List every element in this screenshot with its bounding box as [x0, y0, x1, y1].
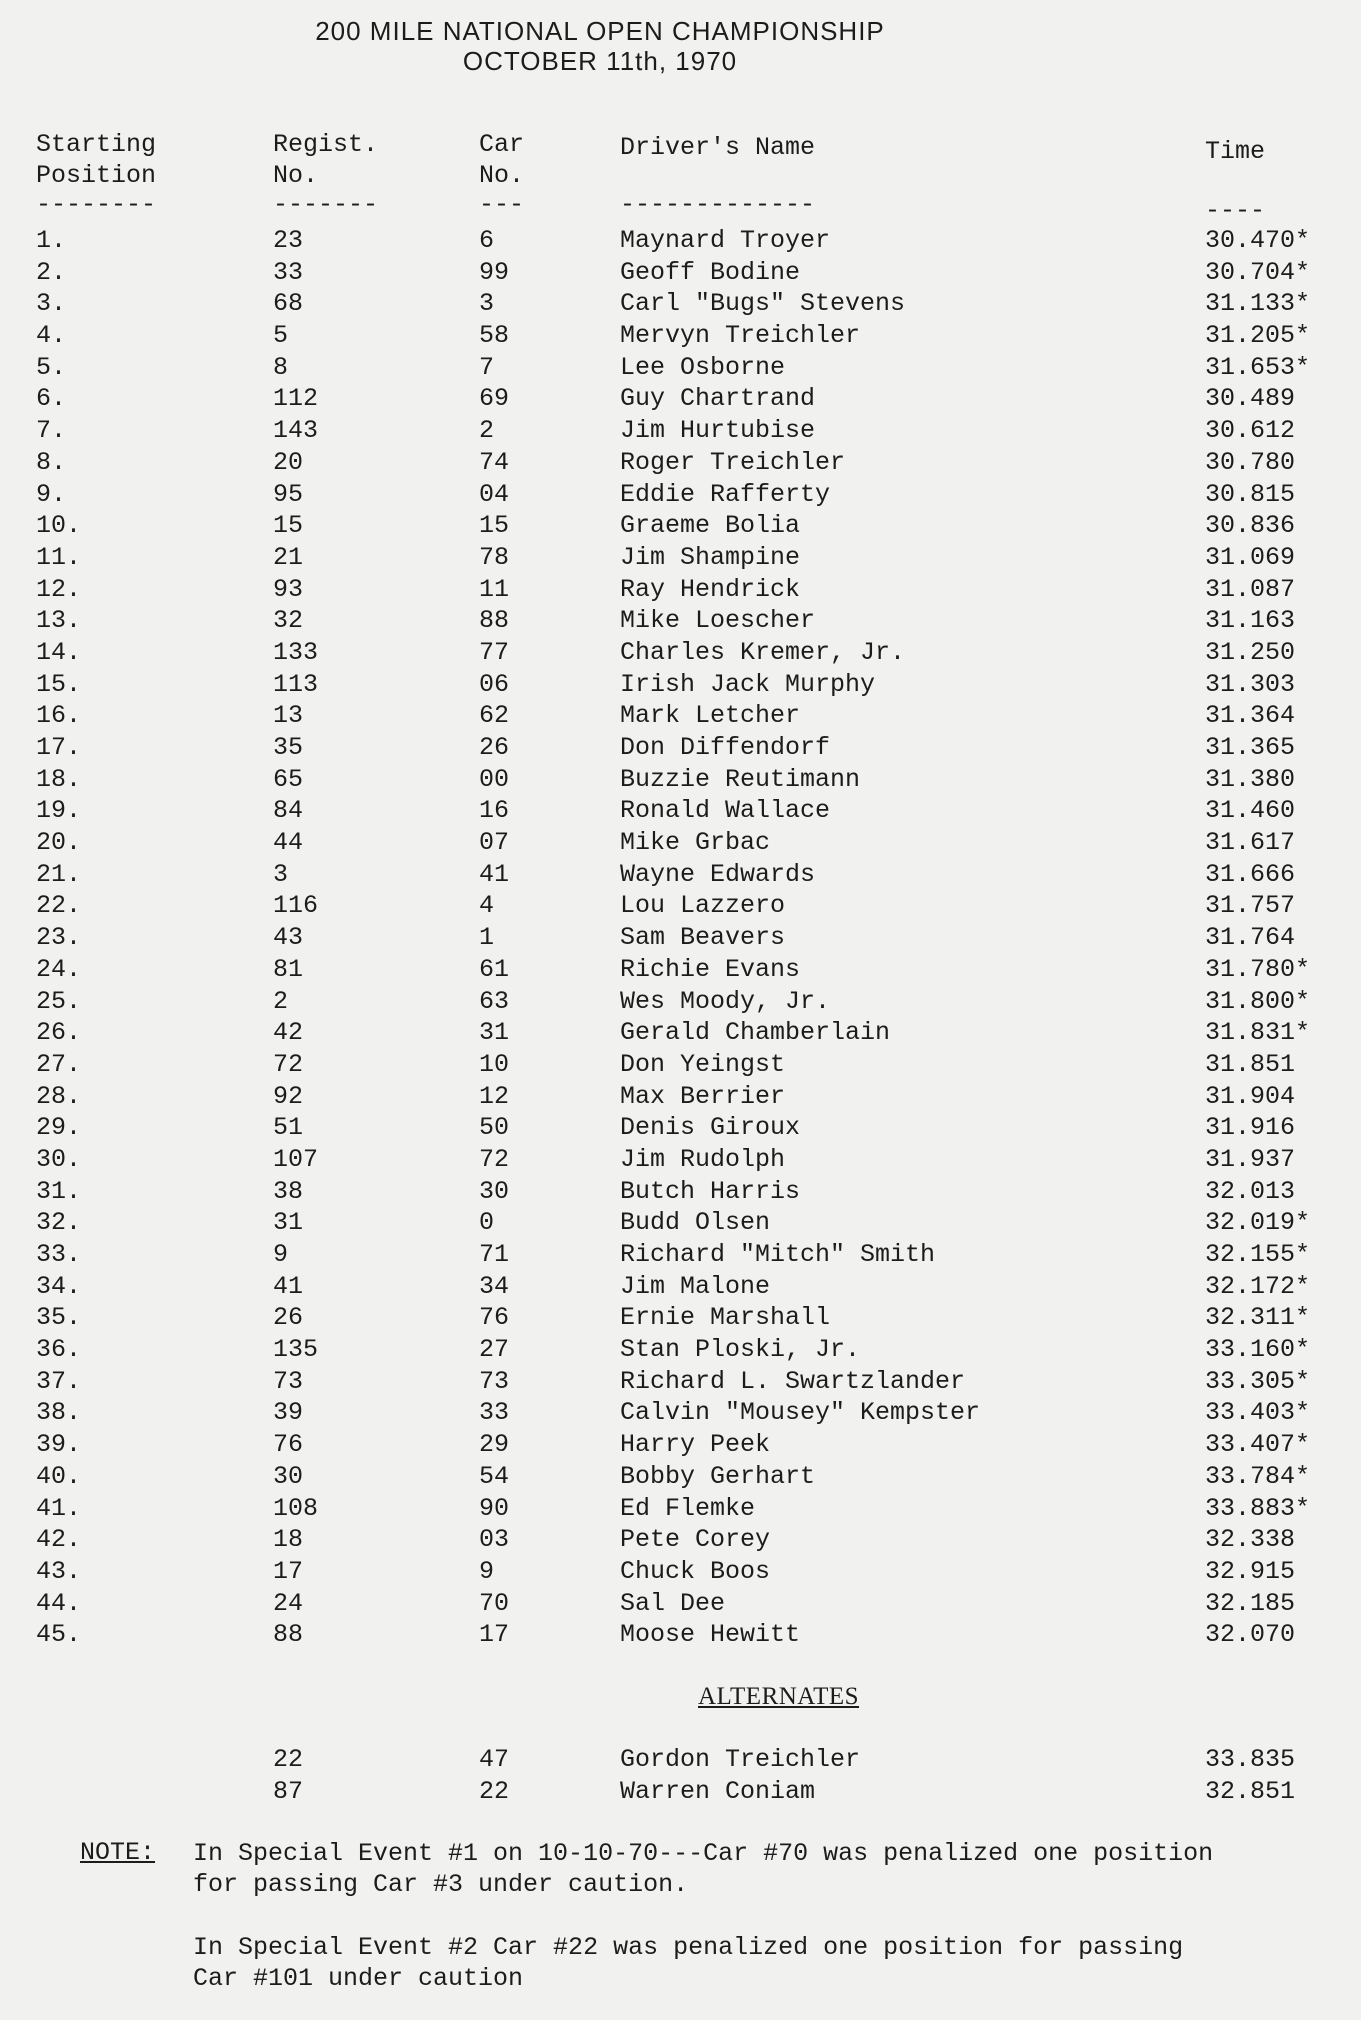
table-row [0, 416, 1361, 448]
regist-no-cell: 39 [273, 1398, 304, 1428]
driver-name-cell: Denis Giroux [620, 1113, 801, 1143]
time-cell: 32.013 [1205, 1176, 1296, 1206]
regist-no-cell: 116 [273, 891, 319, 921]
table-row [0, 1777, 1361, 1809]
driver-name-cell: Carl "Bugs" Stevens [620, 289, 906, 319]
driver-name-cell: Maynard Troyer [620, 226, 831, 255]
regist-no-cell: 13 [273, 701, 304, 731]
regist-no-cell: 51 [273, 1113, 304, 1143]
alternates-table [0, 1745, 1361, 1808]
starting-position-cell: 42. [36, 1525, 82, 1555]
table-row [0, 1557, 1361, 1589]
table-row [0, 765, 1361, 797]
driver-name-cell: Sal Dee [620, 1588, 726, 1618]
driver-name-cell: Warren Coniam [620, 1776, 816, 1806]
car-no-cell: 41 [479, 859, 510, 889]
table-row [0, 511, 1361, 543]
starting-position-cell: 16. [36, 701, 82, 731]
table-row [0, 1208, 1361, 1240]
car-no-cell: 7 [479, 352, 495, 382]
table-row [0, 1272, 1361, 1304]
regist-no-cell: 107 [273, 1144, 319, 1174]
starting-position-cell: 2. [36, 257, 67, 287]
table-row [0, 226, 1361, 258]
table-row [0, 384, 1361, 416]
driver-name-cell: Mike Loescher [620, 606, 816, 636]
driver-name-cell: Don Diffendorf [620, 733, 831, 762]
table-row [0, 1082, 1361, 1114]
starting-position-cell: 19. [36, 796, 82, 826]
regist-no-cell: 22 [273, 1745, 304, 1774]
table-row [0, 955, 1361, 987]
time-cell: 31.133* [1205, 289, 1311, 319]
table-row [0, 1398, 1361, 1430]
time-cell: 30.780 [1205, 447, 1296, 477]
time-cell: 32.155* [1205, 1240, 1311, 1269]
regist-no-cell: 2 [273, 986, 289, 1016]
starting-position-cell: 9. [36, 479, 67, 509]
driver-name-cell: Richard "Mitch" Smith [620, 1240, 936, 1269]
driver-name-cell: Wayne Edwards [620, 859, 816, 889]
car-no-cell: 74 [479, 447, 510, 477]
time-cell: 32.851 [1205, 1776, 1296, 1806]
time-cell: 32.070 [1205, 1620, 1296, 1650]
starting-position-cell: 4. [36, 321, 67, 351]
starting-position-cell: 38. [36, 1398, 82, 1428]
starting-lineup-table [0, 226, 1361, 1652]
regist-no-cell: 26 [273, 1303, 304, 1333]
table-row [0, 1050, 1361, 1082]
table-row [0, 1525, 1361, 1557]
regist-no-cell: 38 [273, 1176, 304, 1206]
car-no-cell: 76 [479, 1303, 510, 1333]
regist-no-cell: 42 [273, 1018, 304, 1048]
time-cell: 31.851 [1205, 1049, 1296, 1079]
table-row [0, 258, 1361, 290]
driver-name-cell: Gerald Chamberlain [620, 1018, 891, 1048]
driver-name-cell: Butch Harris [620, 1176, 801, 1206]
table-row [0, 828, 1361, 860]
starting-position-cell: 36. [36, 1335, 82, 1365]
driver-name-cell: Chuck Boos [620, 1556, 771, 1586]
starting-position-cell: 39. [36, 1430, 82, 1460]
car-no-cell: 9 [479, 1556, 495, 1586]
time-cell: 31.460 [1205, 796, 1296, 826]
regist-no-cell: 108 [273, 1493, 319, 1523]
regist-no-cell: 68 [273, 289, 304, 319]
time-cell: 30.836 [1205, 511, 1296, 541]
time-cell: 33.835 [1205, 1745, 1296, 1774]
regist-no-cell: 95 [273, 479, 304, 509]
time-cell: 31.380 [1205, 764, 1296, 794]
car-no-cell: 47 [479, 1745, 510, 1774]
driver-name-cell: Sam Beavers [620, 923, 786, 953]
header-car-no: Car No. [479, 130, 525, 190]
time-cell: 30.704* [1205, 257, 1311, 287]
time-cell: 30.470* [1205, 226, 1311, 255]
driver-name-cell: Moose Hewitt [620, 1620, 801, 1650]
regist-no-cell: 9 [273, 1240, 289, 1269]
document-date: OCTOBER 11th, 1970 [462, 46, 738, 76]
time-cell: 33.160* [1205, 1335, 1311, 1365]
regist-no-cell: 35 [273, 733, 304, 762]
car-no-cell: 15 [479, 511, 510, 541]
starting-position-cell: 37. [36, 1366, 82, 1396]
table-row [0, 1620, 1361, 1652]
driver-name-cell: Guy Chartrand [620, 384, 816, 414]
table-row [0, 860, 1361, 892]
car-no-cell: 07 [479, 828, 510, 858]
car-no-cell: 3 [479, 289, 495, 319]
time-cell: 33.883* [1205, 1493, 1311, 1523]
driver-name-cell: Graeme Bolia [620, 511, 801, 541]
table-row [0, 1177, 1361, 1209]
table-row [0, 448, 1361, 480]
car-no-cell: 16 [479, 796, 510, 826]
regist-no-cell: 15 [273, 511, 304, 541]
time-cell: 31.303 [1205, 669, 1296, 699]
starting-position-cell: 34. [36, 1271, 82, 1301]
starting-position-cell: 11. [36, 542, 82, 572]
time-cell: 30.489 [1205, 384, 1296, 414]
starting-position-cell: 32. [36, 1208, 82, 1238]
driver-name-cell: Lou Lazzero [620, 891, 786, 921]
car-no-cell: 00 [479, 764, 510, 794]
car-no-cell: 11 [479, 574, 510, 604]
car-no-cell: 58 [479, 321, 510, 351]
regist-no-cell: 135 [273, 1335, 319, 1365]
starting-position-cell: 6. [36, 384, 67, 414]
table-row [0, 1018, 1361, 1050]
header-rule-car: --- [479, 190, 525, 219]
time-cell: 31.087 [1205, 574, 1296, 604]
header-rule-time: ---- [1205, 196, 1266, 225]
car-no-cell: 77 [479, 637, 510, 667]
table-row [0, 701, 1361, 733]
starting-position-cell: 27. [36, 1049, 82, 1079]
car-no-cell: 12 [479, 1081, 510, 1111]
time-cell: 32.172* [1205, 1271, 1311, 1301]
car-no-cell: 1 [479, 923, 495, 953]
starting-position-cell: 15. [36, 669, 82, 699]
table-row [0, 1335, 1361, 1367]
table-row [0, 670, 1361, 702]
driver-name-cell: Jim Hurtubise [620, 416, 816, 446]
car-no-cell: 26 [479, 733, 510, 762]
starting-position-cell: 41. [36, 1493, 82, 1523]
regist-no-cell: 113 [273, 669, 319, 699]
regist-no-cell: 20 [273, 447, 304, 477]
regist-no-cell: 32 [273, 606, 304, 636]
time-cell: 31.666 [1205, 859, 1296, 889]
header-rule-position: -------- [36, 190, 157, 219]
table-row [0, 353, 1361, 385]
regist-no-cell: 3 [273, 859, 289, 889]
regist-no-cell: 44 [273, 828, 304, 858]
regist-no-cell: 18 [273, 1525, 304, 1555]
starting-position-cell: 24. [36, 954, 82, 984]
regist-no-cell: 21 [273, 542, 304, 572]
time-cell: 31.757 [1205, 891, 1296, 921]
starting-position-cell: 25. [36, 986, 82, 1016]
time-cell: 31.831* [1205, 1018, 1311, 1048]
driver-name-cell: Max Berrier [620, 1081, 786, 1111]
car-no-cell: 50 [479, 1113, 510, 1143]
time-cell: 32.019* [1205, 1208, 1311, 1238]
driver-name-cell: Ed Flemke [620, 1493, 756, 1523]
driver-name-cell: Mike Grbac [620, 828, 771, 858]
starting-position-cell: 31. [36, 1176, 82, 1206]
driver-name-cell: Stan Ploski, Jr. [620, 1335, 861, 1365]
starting-position-cell: 7. [36, 416, 67, 446]
time-cell: 31.916 [1205, 1113, 1296, 1143]
starting-position-cell: 43. [36, 1556, 82, 1586]
table-row [0, 543, 1361, 575]
regist-no-cell: 84 [273, 796, 304, 826]
car-no-cell: 54 [479, 1461, 510, 1491]
time-cell: 31.250 [1205, 637, 1296, 667]
starting-position-cell: 33. [36, 1240, 82, 1269]
car-no-cell: 17 [479, 1620, 510, 1650]
driver-name-cell: Richie Evans [620, 954, 801, 984]
driver-name-cell: Mark Letcher [620, 701, 801, 731]
table-row [0, 1589, 1361, 1621]
header-rule-regist: ------- [273, 190, 379, 219]
driver-name-cell: Jim Rudolph [620, 1144, 786, 1174]
starting-position-cell: 21. [36, 859, 82, 889]
driver-name-cell: Jim Shampine [620, 542, 801, 572]
starting-position-cell: 20. [36, 828, 82, 858]
time-cell: 31.365 [1205, 733, 1296, 762]
car-no-cell: 99 [479, 257, 510, 287]
time-cell: 31.069 [1205, 542, 1296, 572]
regist-no-cell: 5 [273, 321, 289, 351]
car-no-cell: 70 [479, 1588, 510, 1618]
time-cell: 30.612 [1205, 416, 1296, 446]
regist-no-cell: 133 [273, 637, 319, 667]
header-drivers-name: Driver's Name [620, 133, 816, 162]
time-cell: 31.904 [1205, 1081, 1296, 1111]
driver-name-cell: Pete Corey [620, 1525, 771, 1555]
table-row [0, 1145, 1361, 1177]
regist-no-cell: 24 [273, 1588, 304, 1618]
starting-position-cell: 44. [36, 1588, 82, 1618]
car-no-cell: 0 [479, 1208, 495, 1238]
driver-name-cell: Ray Hendrick [620, 574, 801, 604]
time-cell: 33.407* [1205, 1430, 1311, 1460]
regist-no-cell: 17 [273, 1556, 304, 1586]
time-cell: 31.653* [1205, 352, 1311, 382]
car-no-cell: 04 [479, 479, 510, 509]
time-cell: 31.764 [1205, 923, 1296, 953]
car-no-cell: 62 [479, 701, 510, 731]
car-no-cell: 31 [479, 1018, 510, 1048]
driver-name-cell: Irish Jack Murphy [620, 669, 876, 699]
starting-position-cell: 26. [36, 1018, 82, 1048]
starting-position-cell: 28. [36, 1081, 82, 1111]
starting-position-cell: 17. [36, 733, 82, 762]
driver-name-cell: Jim Malone [620, 1271, 771, 1301]
car-no-cell: 29 [479, 1430, 510, 1460]
table-row [0, 1745, 1361, 1777]
car-no-cell: 71 [479, 1240, 510, 1269]
table-row [0, 1240, 1361, 1272]
car-no-cell: 6 [479, 226, 495, 255]
regist-no-cell: 31 [273, 1208, 304, 1238]
starting-position-cell: 23. [36, 923, 82, 953]
regist-no-cell: 93 [273, 574, 304, 604]
starting-position-cell: 22. [36, 891, 82, 921]
starting-position-cell: 35. [36, 1303, 82, 1333]
car-no-cell: 06 [479, 669, 510, 699]
time-cell: 31.205* [1205, 321, 1311, 351]
regist-no-cell: 43 [273, 923, 304, 953]
driver-name-cell: Budd Olsen [620, 1208, 771, 1238]
time-cell: 32.338 [1205, 1525, 1296, 1555]
car-no-cell: 30 [479, 1176, 510, 1206]
regist-no-cell: 73 [273, 1366, 304, 1396]
time-cell: 30.815 [1205, 479, 1296, 509]
table-row [0, 1430, 1361, 1462]
document-title: 200 MILE NATIONAL OPEN CHAMPIONSHIP [315, 16, 885, 46]
car-no-cell: 4 [479, 891, 495, 921]
regist-no-cell: 88 [273, 1620, 304, 1650]
driver-name-cell: Eddie Rafferty [620, 479, 831, 509]
car-no-cell: 10 [479, 1049, 510, 1079]
table-row [0, 987, 1361, 1019]
table-row [0, 1462, 1361, 1494]
time-cell: 33.403* [1205, 1398, 1311, 1428]
regist-no-cell: 23 [273, 226, 304, 255]
starting-position-cell: 12. [36, 574, 82, 604]
header-regist-no: Regist. No. [273, 130, 379, 190]
car-no-cell: 72 [479, 1144, 510, 1174]
time-cell: 33.784* [1205, 1461, 1311, 1491]
table-row [0, 1367, 1361, 1399]
starting-position-cell: 3. [36, 289, 67, 319]
table-row [0, 1494, 1361, 1526]
time-cell: 31.780* [1205, 954, 1311, 984]
time-cell: 31.937 [1205, 1144, 1296, 1174]
starting-position-cell: 40. [36, 1461, 82, 1491]
starting-position-cell: 1. [36, 226, 67, 255]
starting-position-cell: 18. [36, 764, 82, 794]
table-row [0, 480, 1361, 512]
regist-no-cell: 8 [273, 352, 289, 382]
header-rule-name: ------------- [620, 190, 816, 219]
driver-name-cell: Geoff Bodine [620, 257, 801, 287]
regist-no-cell: 81 [273, 954, 304, 984]
starting-position-cell: 45. [36, 1620, 82, 1650]
car-no-cell: 73 [479, 1366, 510, 1396]
regist-no-cell: 33 [273, 257, 304, 287]
driver-name-cell: Ernie Marshall [620, 1303, 831, 1333]
car-no-cell: 69 [479, 384, 510, 414]
table-row [0, 733, 1361, 765]
note-text-2: In Special Event #2 Car #22 was penalized one position for passing Car #101 under caution [193, 1933, 1184, 1993]
driver-name-cell: Wes Moody, Jr. [620, 986, 831, 1016]
car-no-cell: 03 [479, 1525, 510, 1555]
header-time: Time [1205, 137, 1266, 166]
regist-no-cell: 76 [273, 1430, 304, 1460]
table-row [0, 638, 1361, 670]
time-cell: 32.185 [1205, 1588, 1296, 1618]
car-no-cell: 88 [479, 606, 510, 636]
table-row [0, 575, 1361, 607]
time-cell: 31.364 [1205, 701, 1296, 731]
driver-name-cell: Richard L. Swartzlander [620, 1366, 966, 1396]
car-no-cell: 90 [479, 1493, 510, 1523]
car-no-cell: 27 [479, 1335, 510, 1365]
starting-position-cell: 30. [36, 1144, 82, 1174]
starting-position-cell: 14. [36, 637, 82, 667]
note-text-1: In Special Event #1 on 10-10-70---Car #70 was penalized one position for passing Car #3 under caution. [193, 1839, 1214, 1899]
starting-position-cell: 13. [36, 606, 82, 636]
table-row [0, 321, 1361, 353]
driver-name-cell: Don Yeingst [620, 1049, 786, 1079]
table-row [0, 289, 1361, 321]
regist-no-cell: 41 [273, 1271, 304, 1301]
regist-no-cell: 92 [273, 1081, 304, 1111]
starting-position-cell: 29. [36, 1113, 82, 1143]
car-no-cell: 33 [479, 1398, 510, 1428]
driver-name-cell: Harry Peek [620, 1430, 771, 1460]
note-label: NOTE: [80, 1838, 156, 1867]
car-no-cell: 2 [479, 416, 495, 446]
time-cell: 33.305* [1205, 1366, 1311, 1396]
starting-position-cell: 10. [36, 511, 82, 541]
driver-name-cell: Lee Osborne [620, 352, 786, 382]
regist-no-cell: 72 [273, 1049, 304, 1079]
starting-position-cell: 5. [36, 352, 67, 382]
driver-name-cell: Ronald Wallace [620, 796, 831, 826]
regist-no-cell: 143 [273, 416, 319, 446]
table-row [0, 923, 1361, 955]
driver-name-cell: Bobby Gerhart [620, 1461, 816, 1491]
starting-position-cell: 8. [36, 447, 67, 477]
car-no-cell: 78 [479, 542, 510, 572]
regist-no-cell: 30 [273, 1461, 304, 1491]
table-row [0, 1303, 1361, 1335]
time-cell: 32.915 [1205, 1556, 1296, 1586]
driver-name-cell: Calvin "Mousey" Kempster [620, 1398, 981, 1428]
driver-name-cell: Gordon Treichler [620, 1745, 861, 1774]
car-no-cell: 34 [479, 1271, 510, 1301]
alternates-heading: ALTERNATES [698, 1683, 860, 1710]
header-starting-position: Starting Position [36, 130, 157, 190]
car-no-cell: 63 [479, 986, 510, 1016]
regist-no-cell: 65 [273, 764, 304, 794]
table-row [0, 891, 1361, 923]
table-row [0, 606, 1361, 638]
time-cell: 32.311* [1205, 1303, 1311, 1333]
driver-name-cell: Mervyn Treichler [620, 321, 861, 351]
time-cell: 31.617 [1205, 828, 1296, 858]
time-cell: 31.800* [1205, 986, 1311, 1016]
table-row [0, 796, 1361, 828]
time-cell: 31.163 [1205, 606, 1296, 636]
regist-no-cell: 87 [273, 1776, 304, 1806]
regist-no-cell: 112 [273, 384, 319, 414]
table-row [0, 1113, 1361, 1145]
driver-name-cell: Buzzie Reutimann [620, 764, 861, 794]
car-no-cell: 22 [479, 1776, 510, 1806]
car-no-cell: 61 [479, 954, 510, 984]
driver-name-cell: Charles Kremer, Jr. [620, 637, 906, 667]
driver-name-cell: Roger Treichler [620, 447, 846, 477]
